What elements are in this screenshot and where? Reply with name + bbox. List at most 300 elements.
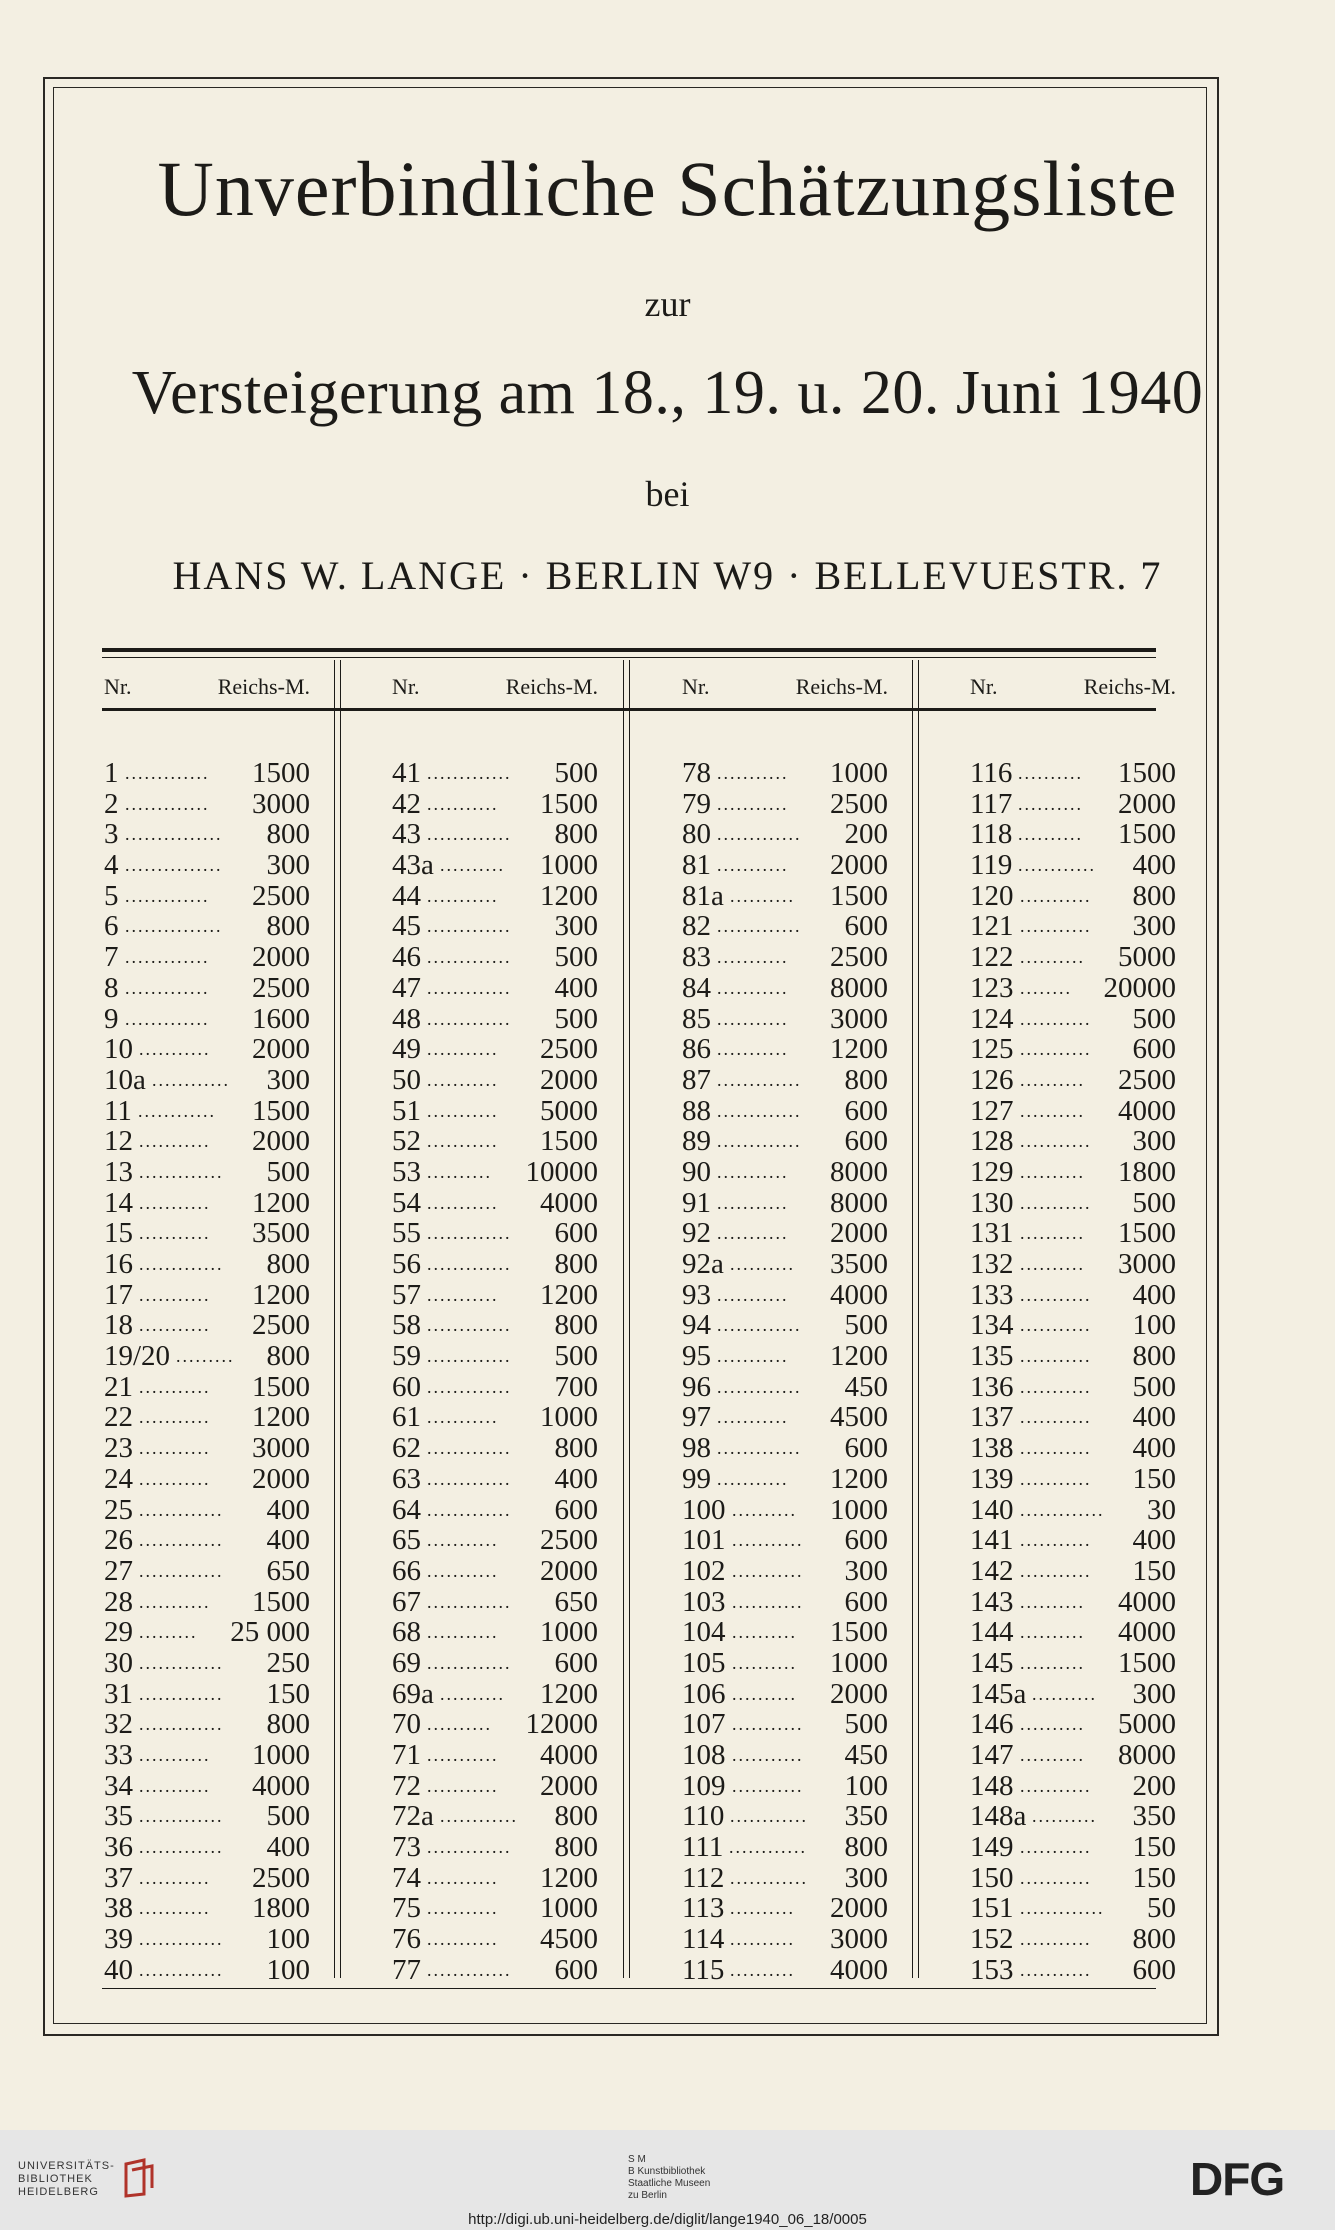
estimate-value: 2000 bbox=[252, 941, 310, 974]
lot-number: 33 bbox=[104, 1739, 133, 1771]
library-name-line: BIBLIOTHEK bbox=[18, 2173, 93, 2185]
table-row bbox=[104, 1433, 310, 1464]
lot-number: 23 bbox=[104, 1432, 133, 1465]
estimate-value: 3000 bbox=[830, 1002, 888, 1035]
dot-leader: ............... bbox=[125, 824, 223, 845]
table-row bbox=[682, 1801, 888, 1832]
estimate-value: 4500 bbox=[540, 1923, 598, 1956]
lot-number: 145 bbox=[970, 1646, 1014, 1679]
table-row bbox=[392, 1218, 598, 1249]
table-row bbox=[392, 973, 598, 1004]
dot-leader: ........... bbox=[1020, 1376, 1092, 1397]
table-row bbox=[682, 1096, 888, 1127]
dot-leader: ........... bbox=[139, 1775, 211, 1796]
museum-credit-line: B Kunstbibliothek bbox=[628, 2166, 706, 2177]
table-row bbox=[970, 1709, 1176, 1740]
table-row bbox=[682, 758, 888, 789]
dot-leader: ........... bbox=[1020, 1039, 1092, 1060]
lot-number: 4 bbox=[104, 849, 119, 882]
table-row bbox=[104, 850, 310, 881]
dot-leader: ........... bbox=[139, 1131, 211, 1152]
estimate-value: 300 bbox=[844, 1861, 888, 1894]
dot-leader: ........... bbox=[427, 1039, 499, 1060]
table-row bbox=[392, 1464, 598, 1495]
lot-number: 152 bbox=[970, 1923, 1014, 1956]
dot-leader: ............ bbox=[729, 1837, 807, 1858]
lot-number: 47 bbox=[392, 971, 421, 1004]
dot-leader: ........... bbox=[717, 855, 789, 876]
table-row bbox=[104, 1525, 310, 1556]
lot-number: 51 bbox=[392, 1094, 421, 1127]
lot-number: 111 bbox=[682, 1831, 724, 1864]
estimate-value: 8000 bbox=[830, 1155, 888, 1188]
estimate-value: 1500 bbox=[540, 787, 598, 820]
table-row bbox=[682, 1249, 888, 1280]
estimate-value: 1000 bbox=[540, 1616, 598, 1649]
table-row bbox=[392, 1341, 598, 1372]
estimate-value: 300 bbox=[266, 1063, 310, 1096]
dot-leader: ........... bbox=[427, 1284, 499, 1305]
dot-leader: ............... bbox=[125, 855, 223, 876]
table-row bbox=[392, 758, 598, 789]
table-row bbox=[970, 819, 1176, 850]
table-row bbox=[392, 1801, 598, 1832]
dot-leader: .......... bbox=[1032, 1806, 1097, 1827]
auction-date-heading: Versteigerung am 18., 19. u. 20. Juni 1940 bbox=[131, 359, 1204, 427]
lot-number: 90 bbox=[682, 1155, 711, 1188]
dot-leader: .......... bbox=[427, 1161, 492, 1182]
lot-number: 135 bbox=[970, 1340, 1014, 1373]
dot-leader: ............. bbox=[139, 1959, 224, 1980]
lot-number: 2 bbox=[104, 787, 119, 820]
lot-number: 138 bbox=[970, 1432, 1014, 1465]
table-row bbox=[392, 1893, 598, 1924]
table-row bbox=[682, 1065, 888, 1096]
lot-number: 57 bbox=[392, 1278, 421, 1311]
dot-leader: ........... bbox=[717, 1468, 789, 1489]
dot-leader: ......... bbox=[176, 1346, 235, 1367]
estimate-value: 500 bbox=[554, 757, 598, 789]
table-row bbox=[682, 1126, 888, 1157]
estimate-value: 150 bbox=[1132, 1831, 1176, 1864]
table-row bbox=[392, 1709, 598, 1740]
estimate-value: 1000 bbox=[830, 1493, 888, 1526]
estimate-value: 2500 bbox=[830, 941, 888, 974]
estimate-value: 3000 bbox=[1118, 1248, 1176, 1280]
lot-number: 139 bbox=[970, 1462, 1014, 1495]
lot-number: 104 bbox=[682, 1616, 726, 1649]
estimate-value: 600 bbox=[844, 1125, 888, 1158]
table-row bbox=[682, 1525, 888, 1556]
table-row bbox=[682, 1740, 888, 1771]
lot-number: 36 bbox=[104, 1831, 133, 1864]
lot-number: 48 bbox=[392, 1002, 421, 1035]
table-row bbox=[392, 1096, 598, 1127]
lot-number: 96 bbox=[682, 1370, 711, 1403]
estimate-value: 800 bbox=[554, 1309, 598, 1342]
lot-number: 97 bbox=[682, 1401, 711, 1434]
dot-leader: ............ bbox=[152, 1069, 230, 1090]
dot-leader: ............ bbox=[1018, 855, 1096, 876]
table-row bbox=[682, 911, 888, 942]
table-row bbox=[682, 1310, 888, 1341]
lot-number: 37 bbox=[104, 1861, 133, 1894]
estimate-value: 8000 bbox=[830, 971, 888, 1004]
lot-number: 78 bbox=[682, 757, 711, 789]
estimate-value: 1000 bbox=[252, 1739, 310, 1771]
estimate-value: 400 bbox=[266, 1831, 310, 1864]
table-row bbox=[104, 1341, 310, 1372]
lot-number: 43 bbox=[392, 818, 421, 851]
table-row bbox=[104, 1801, 310, 1832]
lot-number: 70 bbox=[392, 1708, 421, 1741]
lot-number: 122 bbox=[970, 941, 1014, 974]
estimate-value: 700 bbox=[554, 1370, 598, 1403]
source-url[interactable]: http://digi.ub.uni-heidelberg.de/diglit/lange1940_06_18/0005 bbox=[468, 2211, 867, 2228]
dot-leader: ........... bbox=[139, 1376, 211, 1397]
table-row bbox=[104, 1771, 310, 1802]
dot-leader: .......... bbox=[1020, 1254, 1085, 1274]
estimate-value: 2000 bbox=[540, 1554, 598, 1587]
table-row bbox=[682, 973, 888, 1004]
estimate-value: 2500 bbox=[1118, 1063, 1176, 1096]
lot-number: 149 bbox=[970, 1831, 1014, 1864]
lot-number: 45 bbox=[392, 910, 421, 943]
table-row bbox=[970, 1341, 1176, 1372]
dot-leader: ............. bbox=[139, 1806, 224, 1827]
estimate-value: 200 bbox=[1132, 1769, 1176, 1802]
dot-leader: ........... bbox=[427, 1560, 499, 1581]
dot-leader: ............. bbox=[717, 824, 802, 845]
dot-leader: ........... bbox=[1020, 1929, 1092, 1950]
table-row bbox=[970, 1464, 1176, 1495]
estimate-value: 250 bbox=[266, 1646, 310, 1679]
estimate-value: 400 bbox=[266, 1493, 310, 1526]
estimate-value: 2500 bbox=[252, 879, 310, 912]
estimate-value: 800 bbox=[266, 1248, 310, 1280]
estimate-value: 5000 bbox=[1118, 1708, 1176, 1741]
estimate-value: 10000 bbox=[525, 1155, 598, 1188]
table-row bbox=[970, 1280, 1176, 1311]
title-connector-zur: zur bbox=[644, 284, 691, 324]
lot-number: 81 bbox=[682, 849, 711, 882]
dot-leader: ............. bbox=[427, 1315, 512, 1336]
estimate-value: 800 bbox=[266, 1340, 310, 1373]
estimate-value: 2000 bbox=[540, 1063, 598, 1096]
lot-number: 56 bbox=[392, 1248, 421, 1280]
estimate-value: 500 bbox=[1132, 1370, 1176, 1403]
table-row bbox=[970, 1065, 1176, 1096]
estimate-value: 800 bbox=[1132, 1923, 1176, 1956]
table-row bbox=[970, 1495, 1176, 1526]
table-row bbox=[970, 1188, 1176, 1219]
dot-leader: ........... bbox=[427, 1192, 499, 1213]
dot-leader: ........... bbox=[717, 763, 789, 783]
lot-number: 146 bbox=[970, 1708, 1014, 1741]
lot-number: 32 bbox=[104, 1708, 133, 1741]
dot-leader: ........... bbox=[1020, 1192, 1092, 1213]
lot-number: 63 bbox=[392, 1462, 421, 1495]
dot-leader: ............. bbox=[427, 947, 512, 968]
estimate-value: 400 bbox=[1132, 1524, 1176, 1557]
estimate-value: 400 bbox=[1132, 1401, 1176, 1434]
table-row bbox=[682, 1893, 888, 1924]
lot-number: 125 bbox=[970, 1033, 1014, 1066]
estimate-value: 5000 bbox=[1118, 941, 1176, 974]
estimate-value: 8000 bbox=[1118, 1739, 1176, 1771]
table-row bbox=[104, 1556, 310, 1587]
table-row bbox=[104, 789, 310, 820]
estimate-value: 600 bbox=[844, 1094, 888, 1127]
title-connector-bei: bei bbox=[645, 474, 690, 514]
lot-number: 31 bbox=[104, 1677, 133, 1710]
table-row bbox=[392, 1587, 598, 1618]
estimate-value: 400 bbox=[554, 1462, 598, 1495]
dot-leader: ........... bbox=[427, 885, 499, 906]
estimate-value: 2500 bbox=[540, 1033, 598, 1066]
estimate-value: 650 bbox=[266, 1554, 310, 1587]
dot-leader: ............. bbox=[717, 1100, 802, 1121]
dot-leader: ........... bbox=[139, 1468, 211, 1489]
lot-number: 1 bbox=[104, 757, 119, 789]
estimate-value: 3000 bbox=[830, 1923, 888, 1956]
estimate-value: 600 bbox=[554, 1646, 598, 1679]
table-row bbox=[970, 1924, 1176, 1955]
lot-number: 24 bbox=[104, 1462, 133, 1495]
column-header-nr: Nr. bbox=[970, 674, 998, 699]
table-row bbox=[682, 850, 888, 881]
lot-number: 145a bbox=[970, 1677, 1027, 1710]
table-row bbox=[682, 1587, 888, 1618]
dot-leader: ............. bbox=[139, 1683, 224, 1704]
dot-leader: ............. bbox=[427, 1652, 512, 1673]
table-row bbox=[392, 1372, 598, 1403]
dot-leader: ............. bbox=[125, 947, 210, 968]
dot-leader: ............. bbox=[427, 1591, 512, 1612]
lot-number: 102 bbox=[682, 1554, 726, 1587]
table-row bbox=[970, 1648, 1176, 1679]
dot-leader: .......... bbox=[730, 885, 795, 906]
table-row bbox=[970, 942, 1176, 973]
dot-leader: ........... bbox=[139, 1898, 211, 1919]
estimate-value: 2000 bbox=[1118, 787, 1176, 820]
dot-leader: ........... bbox=[717, 1039, 789, 1060]
table-row bbox=[104, 1709, 310, 1740]
estimate-value: 600 bbox=[844, 1585, 888, 1618]
lot-number: 92a bbox=[682, 1248, 724, 1280]
lot-number: 43a bbox=[392, 849, 434, 882]
estimate-value: 800 bbox=[554, 1248, 598, 1280]
column-header-currency: Reichs-M. bbox=[1083, 674, 1176, 699]
estimate-value: 1500 bbox=[1118, 1217, 1176, 1250]
lot-number: 86 bbox=[682, 1033, 711, 1066]
estimate-value: 600 bbox=[844, 910, 888, 943]
lot-number: 15 bbox=[104, 1217, 133, 1250]
estimate-value: 1200 bbox=[252, 1278, 310, 1311]
dot-leader: ............. bbox=[139, 1837, 224, 1858]
dot-leader: .......... bbox=[1018, 824, 1083, 845]
estimate-value: 1500 bbox=[1118, 818, 1176, 851]
table-row bbox=[682, 1188, 888, 1219]
table-row bbox=[682, 1924, 888, 1955]
table-row bbox=[392, 1249, 598, 1280]
dot-leader: ............. bbox=[427, 1959, 512, 1980]
dot-leader: ........... bbox=[427, 1100, 499, 1121]
lot-number: 115 bbox=[682, 1953, 725, 1986]
lot-number: 54 bbox=[392, 1186, 421, 1219]
table-row bbox=[682, 789, 888, 820]
lot-number: 66 bbox=[392, 1554, 421, 1587]
lot-number: 137 bbox=[970, 1401, 1014, 1434]
lot-number: 142 bbox=[970, 1554, 1014, 1587]
dot-leader: .......... bbox=[730, 1898, 795, 1919]
dot-leader: ............. bbox=[139, 1254, 224, 1274]
estimate-value: 25 000 bbox=[230, 1616, 310, 1649]
dot-leader: ............. bbox=[717, 1131, 802, 1152]
table-row bbox=[104, 819, 310, 850]
dot-leader: ............. bbox=[717, 1069, 802, 1090]
table-row bbox=[104, 1955, 310, 1986]
lot-number: 6 bbox=[104, 910, 119, 943]
table-row bbox=[104, 973, 310, 1004]
lot-number: 88 bbox=[682, 1094, 711, 1127]
dot-leader: ........... bbox=[139, 1284, 211, 1305]
table-row bbox=[970, 850, 1176, 881]
estimate-value: 4000 bbox=[540, 1186, 598, 1219]
estimate-value: 800 bbox=[844, 1831, 888, 1864]
lot-number: 121 bbox=[970, 910, 1014, 943]
dot-leader: ............. bbox=[427, 1499, 512, 1520]
dot-leader: .......... bbox=[1020, 1714, 1085, 1735]
dot-leader: ............. bbox=[427, 1438, 512, 1459]
estimate-value: 3000 bbox=[252, 1432, 310, 1465]
dot-leader: ........... bbox=[1020, 1131, 1092, 1152]
estimate-value: 30 bbox=[1147, 1493, 1176, 1526]
dot-leader: ........... bbox=[139, 1438, 211, 1459]
table-row bbox=[104, 1648, 310, 1679]
table-row bbox=[970, 1863, 1176, 1894]
lot-number: 110 bbox=[682, 1800, 725, 1833]
estimate-value: 400 bbox=[1132, 1278, 1176, 1311]
lot-number: 123 bbox=[970, 971, 1014, 1004]
estimate-value: 4000 bbox=[1118, 1585, 1176, 1618]
estimate-value: 500 bbox=[1132, 1002, 1176, 1035]
estimate-value: 1800 bbox=[1118, 1155, 1176, 1188]
estimate-value: 1200 bbox=[830, 1462, 888, 1495]
estimate-value: 1200 bbox=[540, 1278, 598, 1311]
table-row bbox=[392, 942, 598, 973]
dot-leader: ............. bbox=[427, 1223, 512, 1244]
lot-number: 29 bbox=[104, 1616, 133, 1649]
estimate-value: 1200 bbox=[540, 879, 598, 912]
dot-leader: ........... bbox=[139, 1192, 211, 1213]
lot-number: 27 bbox=[104, 1554, 133, 1587]
dot-leader: ............. bbox=[427, 977, 512, 998]
dot-leader: .......... bbox=[732, 1683, 797, 1704]
table-row bbox=[682, 1034, 888, 1065]
dot-leader: ............ bbox=[730, 1867, 808, 1888]
dot-leader: ........... bbox=[427, 1622, 499, 1643]
estimate-value: 2000 bbox=[252, 1462, 310, 1495]
table-row bbox=[970, 1556, 1176, 1587]
table-row bbox=[970, 881, 1176, 912]
estimate-value: 1200 bbox=[830, 1033, 888, 1066]
lot-number: 13 bbox=[104, 1155, 133, 1188]
table-row bbox=[970, 789, 1176, 820]
lot-number: 64 bbox=[392, 1493, 421, 1526]
estimate-value: 1500 bbox=[252, 757, 310, 789]
lot-number: 136 bbox=[970, 1370, 1014, 1403]
table-row bbox=[392, 1679, 598, 1710]
lot-number: 21 bbox=[104, 1370, 133, 1403]
lot-number: 65 bbox=[392, 1524, 421, 1557]
table-row bbox=[104, 1587, 310, 1618]
estimate-value: 4000 bbox=[830, 1278, 888, 1311]
estimate-value: 4000 bbox=[252, 1769, 310, 1802]
table-row bbox=[392, 1495, 598, 1526]
lot-number: 3 bbox=[104, 818, 119, 851]
table-row bbox=[104, 758, 310, 789]
table-row bbox=[104, 1464, 310, 1495]
dot-leader: ............. bbox=[125, 763, 210, 783]
lot-number: 76 bbox=[392, 1923, 421, 1956]
dot-leader: ........... bbox=[427, 1867, 499, 1888]
bottom-rule bbox=[102, 1988, 1156, 1989]
table-row bbox=[104, 1034, 310, 1065]
estimate-value: 150 bbox=[266, 1677, 310, 1710]
estimate-value: 100 bbox=[266, 1953, 310, 1986]
dot-leader: ............. bbox=[139, 1499, 224, 1520]
lot-number: 18 bbox=[104, 1309, 133, 1342]
dot-leader: ........... bbox=[427, 1745, 499, 1765]
lot-number: 148 bbox=[970, 1769, 1014, 1802]
dot-leader: .......... bbox=[1020, 1745, 1085, 1765]
lot-number: 103 bbox=[682, 1585, 726, 1618]
table-row bbox=[104, 1280, 310, 1311]
estimate-value: 1000 bbox=[540, 1892, 598, 1925]
lot-number: 39 bbox=[104, 1923, 133, 1956]
lot-number: 129 bbox=[970, 1155, 1014, 1188]
table-row bbox=[392, 789, 598, 820]
lot-number: 116 bbox=[970, 757, 1013, 789]
lot-number: 28 bbox=[104, 1585, 133, 1618]
dot-leader: ............. bbox=[427, 1254, 512, 1274]
estimate-value: 100 bbox=[1132, 1309, 1176, 1342]
lot-number: 151 bbox=[970, 1892, 1014, 1925]
table-row bbox=[970, 1218, 1176, 1249]
lot-number: 95 bbox=[682, 1340, 711, 1373]
lot-number: 68 bbox=[392, 1616, 421, 1649]
lot-number: 119 bbox=[970, 849, 1013, 882]
dot-leader: ........... bbox=[139, 1867, 211, 1888]
lot-number: 101 bbox=[682, 1524, 726, 1557]
dot-leader: ........... bbox=[427, 1898, 499, 1919]
lot-number: 79 bbox=[682, 787, 711, 820]
lot-number: 41 bbox=[392, 757, 421, 789]
estimate-value: 600 bbox=[1132, 1033, 1176, 1066]
estimate-value: 5000 bbox=[540, 1094, 598, 1127]
table-row bbox=[682, 1709, 888, 1740]
estimate-value: 450 bbox=[844, 1739, 888, 1771]
dot-leader: ............. bbox=[125, 977, 210, 998]
estimate-column bbox=[970, 674, 1176, 1986]
table-row bbox=[392, 1740, 598, 1771]
estimate-value: 300 bbox=[1132, 1677, 1176, 1710]
estimate-value: 1000 bbox=[830, 757, 888, 789]
lot-number: 105 bbox=[682, 1646, 726, 1679]
dot-leader: ............. bbox=[139, 1652, 224, 1673]
table-row bbox=[682, 1433, 888, 1464]
